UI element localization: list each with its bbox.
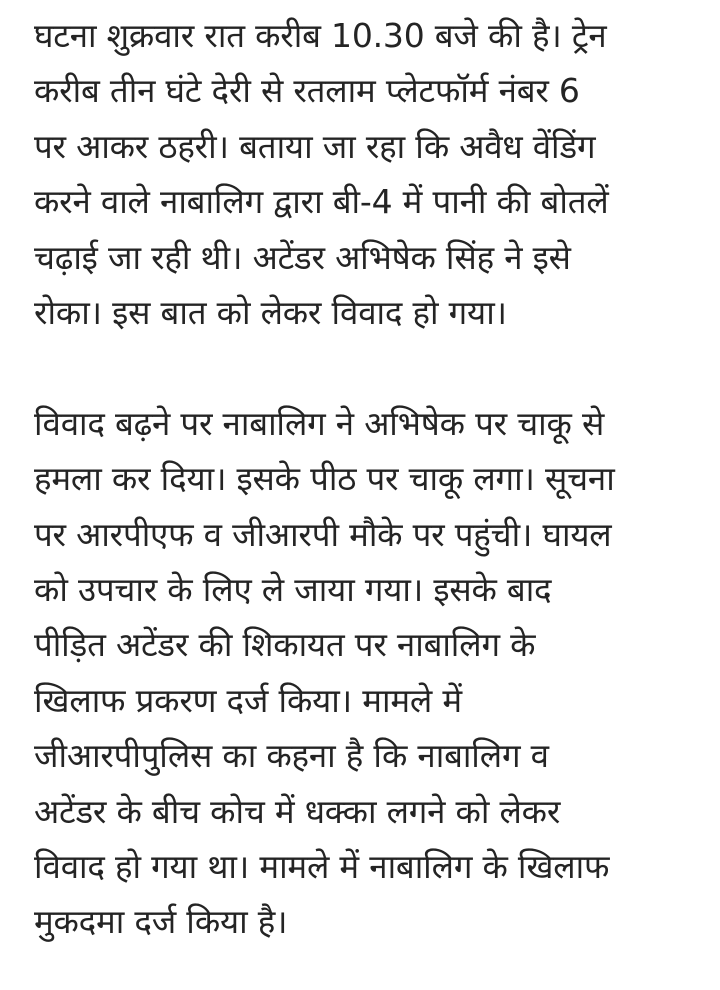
text-line: खिलाफ प्रकरण दर्ज किया। मामले में <box>34 680 462 720</box>
paragraph-incident <box>34 8 694 340</box>
article-body <box>34 8 694 950</box>
text-line: विवाद बढ़ने पर नाबालिग ने अभिषेक पर चाकू से <box>34 403 605 443</box>
text-line: पर आरपीएफ व जीआरपी मौके पर पहुंची। घायल <box>34 514 612 554</box>
paragraph-dispute <box>34 396 694 950</box>
text-line: विवाद हो गया था। मामले में नाबालिग के खिलाफ <box>34 847 610 887</box>
text-line: को उपचार के लिए ले जाया गया। इसके बाद <box>34 570 552 610</box>
text-line: करीब तीन घंटे देरी से रतलाम प्लेटफॉर्म नंबर 6 <box>34 71 580 111</box>
text-line: हमला कर दिया। इसके पीठ पर चाकू लगा। सूचना <box>34 459 615 499</box>
text-line: रोका। इस बात को लेकर विवाद हो गया। <box>34 293 507 333</box>
text-line: मुकदमा दर्ज किया है। <box>34 902 288 942</box>
text-line: अटेंडर के बीच कोच में धक्का लगने को लेकर <box>34 791 561 831</box>
text-line: करने वाले नाबालिग द्वारा बी-4 में पानी की बोतलें <box>34 182 609 222</box>
text-line: चढ़ाई जा रही थी। अटेंडर अभिषेक सिंह ने इसे <box>34 237 571 277</box>
text-line: घटना शुक्रवार रात करीब 10.30 बजे की है। ट्रेन <box>34 16 607 55</box>
text-line: पीड़ित अटेंडर की शिकायत पर नाबालिग के <box>34 625 536 665</box>
text-line: पर आकर ठहरी। बताया जा रहा कि अवैध वेंडिंग <box>34 126 596 166</box>
text-line: जीआरपीपुलिस का कहना है कि नाबालिग व <box>34 736 549 776</box>
